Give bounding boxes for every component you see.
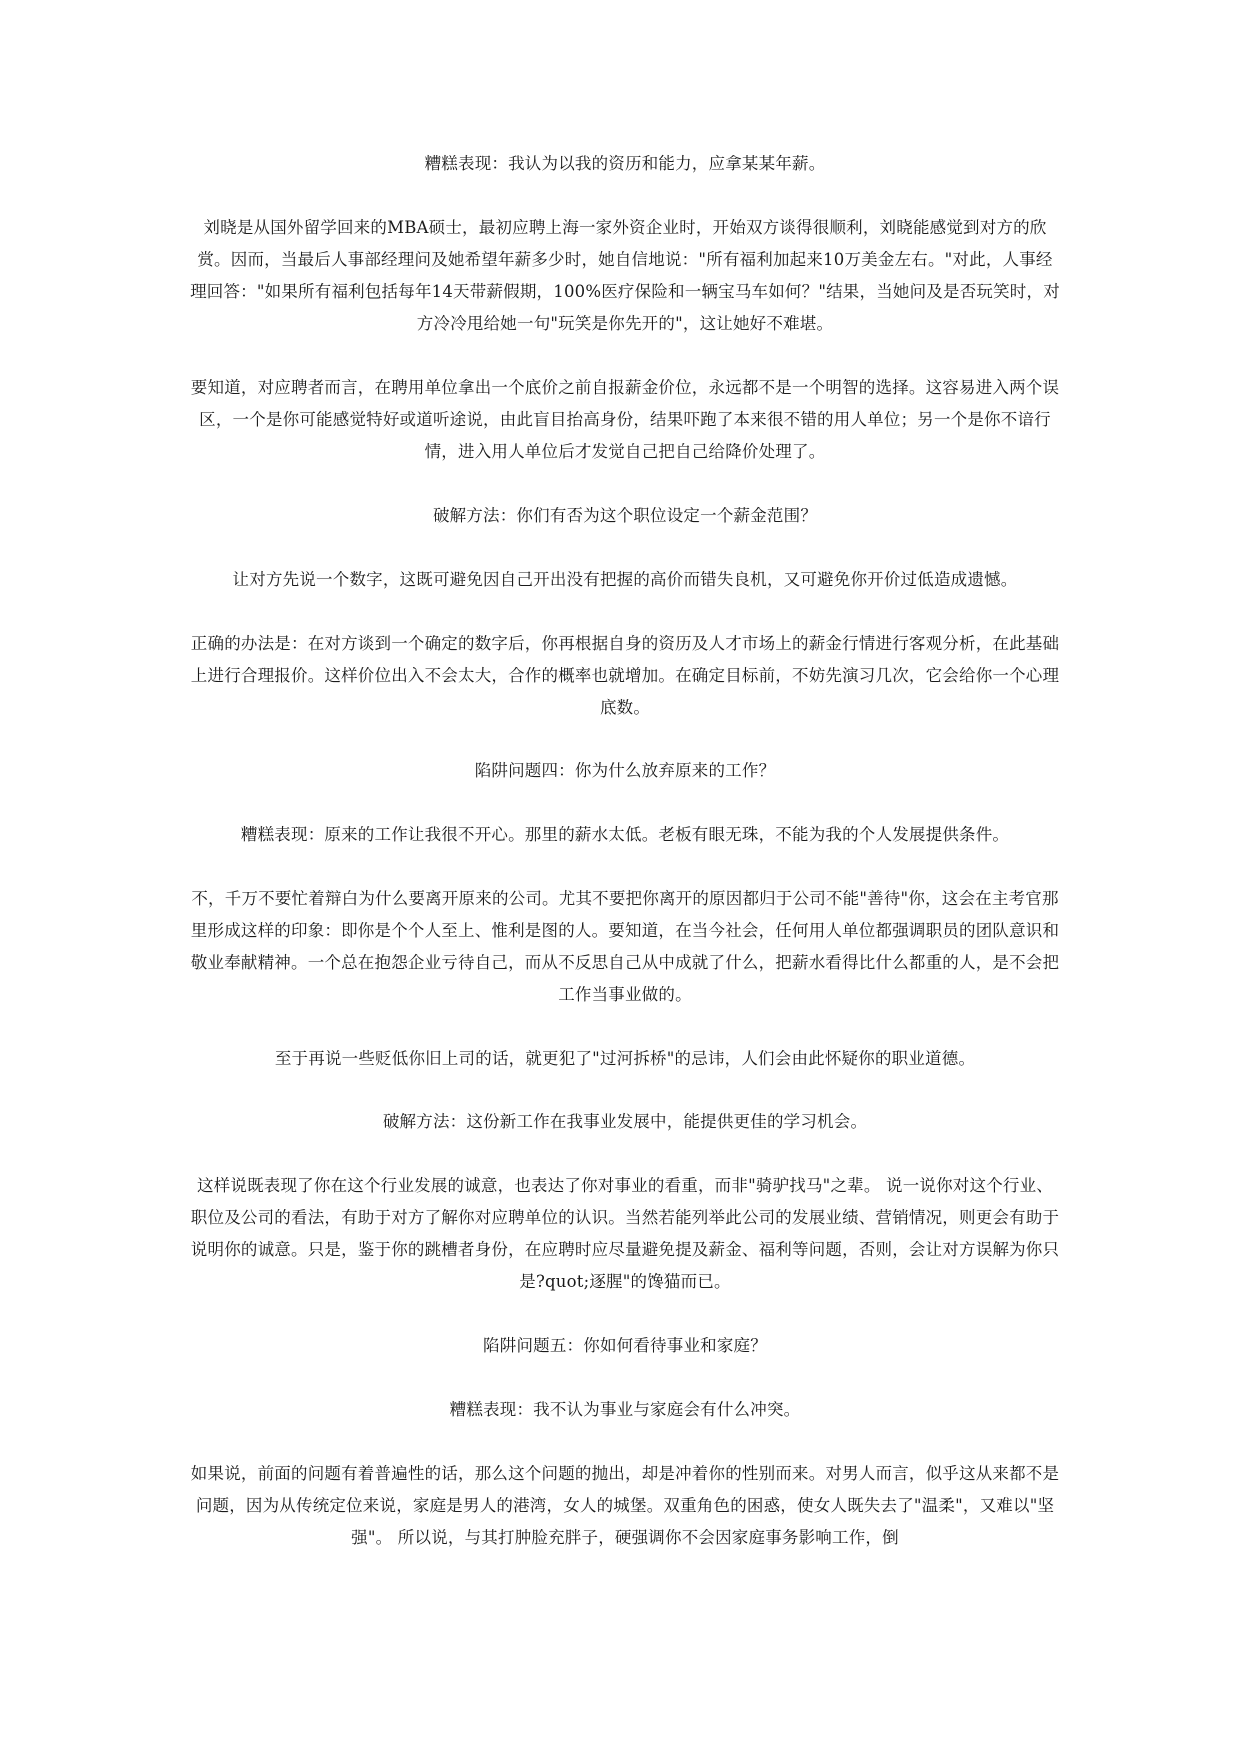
paragraph-let-other-side-speak: 让对方先说一个数字，这既可避免因自己开出没有把握的高价而错失良机，又可避免你开价过低造成遗憾。 bbox=[232, 570, 1018, 589]
paragraph-solution-quit: 破解方法：这份新工作在我事业发展中，能提供更佳的学习机会。 bbox=[382, 1112, 868, 1131]
paragraph-salary-advice: 要知道，对应聘者而言，在聘用单位拿出一个底价之前自报薪金价位，永远都不是一个明智的选择。这容易进入两个误区，一个是你可能感觉特好或道听途说，由此盲目抬高身份，结果吓跑了本来很不错的用人单位；另一个是你不谙行情，进入用人单位后才发觉自己把自己给降价处理了。 bbox=[190, 378, 1060, 461]
paragraph-bad-answer-salary: 糟糕表现：我认为以我的资历和能力，应拿某某年薪。 bbox=[424, 154, 826, 173]
paragraph-sincerity: 这样说既表现了你在这个行业发展的诚意，也表达了你对事业的看重，而非"骑驴找马"之辈。 说一说你对这个行业、职位及公司的看法，有助于对方了解你对应聘单位的认识。当然若能列举此公司的发展业绩、营销情况，则更会有助于说明你的诚意。只是，鉴于你的跳槽者身份，在应聘时应尽量避免提及薪金、福利等问题，否则，会让对方误解为你只是?quot;逐腥"的馋猫而已。 bbox=[190, 1176, 1060, 1291]
paragraph-do-not-defend: 不，千万不要忙着辩白为什么要离开原来的公司。尤其不要把你离开的原因都归于公司不能"善待"你，这会在主考官那里形成这样的印象：即你是个个人至上、惟利是图的人。要知道，在当今社会，任何用人单位都强调职员的团队意识和敬业奉献精神。一个总在抱怨企业亏待自己，而从不反思自己从中成就了什么，把薪水看得比什么都重的人，是不会把工作当事业做的。 bbox=[190, 889, 1060, 1004]
paragraph-trap-question-four: 陷阱问题四：你为什么放弃原来的工作？ bbox=[474, 761, 776, 780]
paragraph-bad-answer-family: 糟糕表现：我不认为事业与家庭会有什么冲突。 bbox=[449, 1400, 801, 1419]
paragraph-liu-xiao-story: 刘晓是从国外留学回来的MBA硕士，最初应聘上海一家外资企业时，开始双方谈得很顺利，刘晓能感觉到对方的欣赏。因而，当最后人事部经理问及她希望年薪多少时，她自信地说："所有福利加起来10万美金左右。"对此，人事经理回答："如果所有福利包括每年14天带薪假期，100%医疗保险和一辆宝马车如何？"结果，当她问及是否玩笑时，对方冷冷甩给她一句"玩笑是你先开的"，这让她好不难堪。 bbox=[190, 218, 1060, 333]
paragraph-bad-answer-quit: 糟糕表现：原来的工作让我很不开心。那里的薪水太低。老板有眼无珠，不能为我的个人发展提供条件。 bbox=[240, 825, 1010, 844]
paragraph-former-boss: 至于再说一些贬低你旧上司的话，就更犯了"过河拆桥"的忌讳，人们会由此怀疑你的职业道德。 bbox=[274, 1049, 976, 1068]
paragraph-trap-question-five: 陷阱问题五：你如何看待事业和家庭？ bbox=[483, 1336, 767, 1355]
paragraph-solution-salary: 破解方法：你们有否为这个职位设定一个薪金范围？ bbox=[432, 506, 818, 525]
paragraph-correct-method: 正确的办法是：在对方谈到一个确定的数字后，你再根据自身的资历及人才市场上的薪金行情进行客观分析，在此基础上进行合理报价。这样价位出入不会太大，合作的概率也就增加。在确定目标前，不妨先演习几次，它会给你一个心理底数。 bbox=[190, 634, 1060, 717]
document-page bbox=[190, 148, 1060, 1554]
paragraph-career-family: 如果说，前面的问题有着普遍性的话，那么这个问题的抛出，却是冲着你的性别而来。对男人而言，似乎这从来都不是问题，因为从传统定位来说，家庭是男人的港湾，女人的城堡。双重角色的困惑，使女人既失去了"温柔"，又难以"坚强"。 所以说，与其打肿脸充胖子，硬强调你不会因家庭事务影响工作，倒 bbox=[190, 1464, 1060, 1547]
